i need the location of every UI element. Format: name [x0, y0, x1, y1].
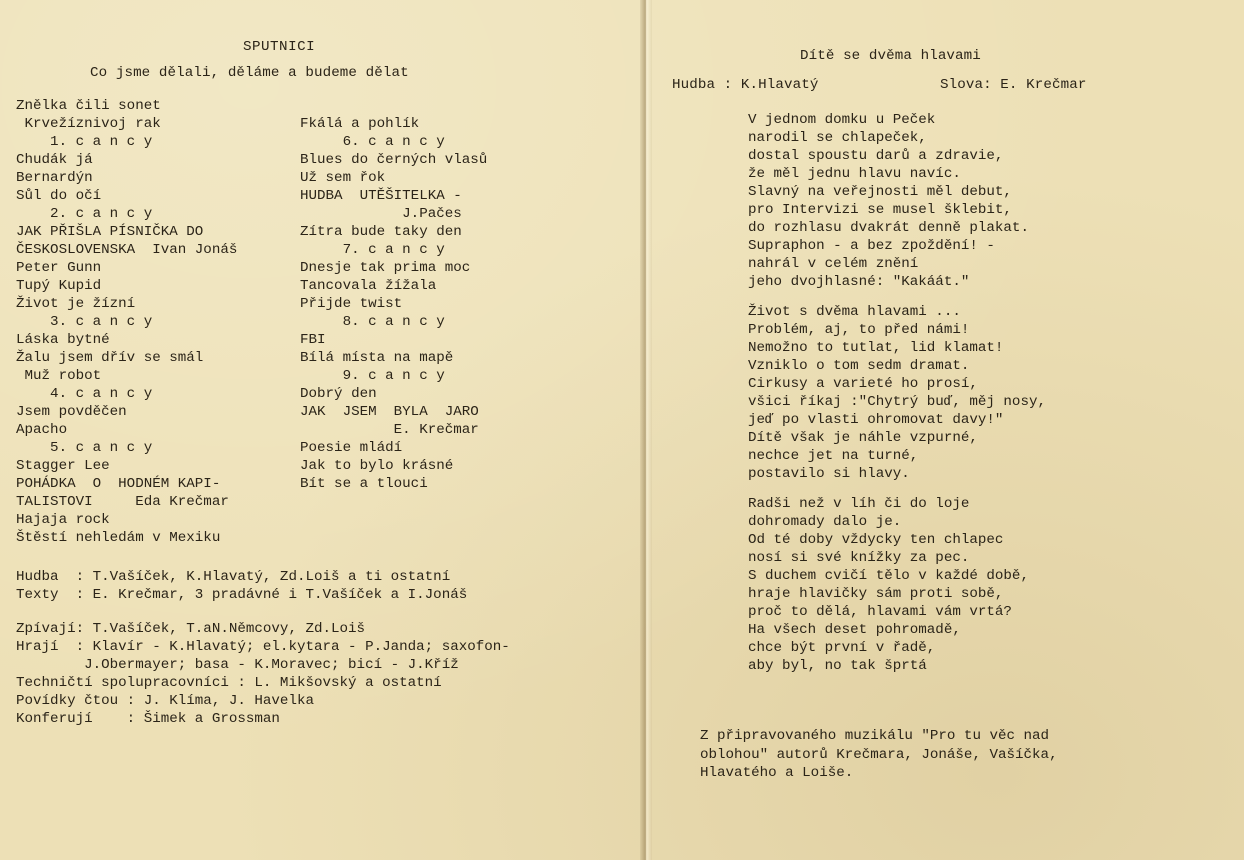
list-item: Poesie mládí [300, 440, 403, 456]
footnote-line: oblohou" autorů Krečmara, Jonáše, Vašíčka, [700, 746, 1058, 763]
lyric-line: hraje hlavičky sám proti sobě, [748, 586, 1004, 602]
credit-line: Povídky čtou : J. Klíma, J. Havelka [16, 693, 314, 709]
lyric-line: aby byl, no tak šprtá [748, 658, 927, 674]
credits-block [16, 568, 616, 728]
lyric-line: postavilo si hlavy. [748, 466, 910, 482]
list-item: 5. c a n c y [16, 440, 153, 456]
credit-line: Zpívají: T.Vašíček, T.aN.Němcovy, Zd.Loiš [16, 621, 366, 637]
list-item: Už sem řok [300, 170, 386, 186]
credit-line: Hrají : Klavír - K.Hlavatý; el.kytara - P.Janda; saxofon- [16, 639, 510, 655]
list-item: Bít se a tlouci [300, 476, 428, 492]
program-subtitle: Co jsme dělali, děláme a budeme dělat [90, 65, 409, 81]
list-item: Život je žízní [16, 296, 136, 312]
list-item: Láska bytné [16, 332, 110, 348]
list-item: Bílá místa na mapě [300, 350, 454, 366]
lyric-line: narodil se chlapeček, [748, 130, 927, 146]
list-item: Znělka čili sonet [16, 98, 161, 114]
page-fold [640, 0, 652, 860]
list-item: Jak to bylo krásné [300, 458, 454, 474]
credit-line: Texty : E. Krečmar, 3 pradávné i T.Vašíček a I.Jonáš [16, 587, 468, 603]
list-item: Krvežíznivoj rak [16, 116, 161, 132]
list-item: 7. c a n c y [300, 242, 445, 258]
lyric-line: jeď po vlasti ohromovat davy!" [748, 412, 1004, 428]
credit-line: J.Obermayer; basa - K.Moravec; bicí - J.Kříž [16, 657, 459, 673]
list-item: J.Pačes [300, 206, 462, 222]
lyric-line: nahrál v celém znění [748, 256, 919, 272]
list-item: 2. c a n c y [16, 206, 153, 222]
lyric-line: všici říkaj :"Chytrý buď, měj nosy, [748, 394, 1046, 410]
footnote-line: Hlavatého a Loiše. [700, 765, 854, 781]
lyric-line: Nemožno to tutlat, lid klamat! [748, 340, 1004, 356]
list-item: POHÁDKA O HODNÉM KAPI- [16, 476, 221, 492]
lyric-line: Vzniklo o tom sedm dramat. [748, 358, 970, 374]
lyric-line: jeho dvojhlasné: "Kakáát." [748, 274, 970, 290]
song-lyrics [748, 111, 1078, 675]
list-item: Dnesje tak prima moc [300, 260, 471, 276]
list-item: Hajaja rock [16, 512, 110, 528]
lyric-line: Od té doby vždycky ten chlapec [748, 532, 1004, 548]
list-item: HUDBA UTĚŠITELKA - [300, 188, 462, 204]
list-item: Chudák já [16, 152, 93, 168]
song-list-column-a [16, 97, 306, 547]
list-item: Zítra bude taky den [300, 224, 462, 240]
lyric-line: pro Intervizi se musel šklebit, [748, 202, 1012, 218]
list-item: Sůl do očí [16, 188, 102, 204]
list-item: JAK PŘIŠLA PÍSNIČKA DO [16, 224, 204, 240]
lyric-line: že měl jednu hlavu navíc. [748, 166, 961, 182]
lyric-line: proč to dělá, hlavami vám vrtá? [748, 604, 1012, 620]
list-item: 1. c a n c y [16, 134, 153, 150]
lyrics-credit: Slova: E. Krečmar [940, 77, 1087, 93]
lyric-line: Problém, aj, to před námi! [748, 322, 970, 338]
lyric-line: Supraphon - a bez zpoždění! - [748, 238, 995, 254]
lyric-line: dohromady dalo je. [748, 514, 902, 530]
song-list-column-b [300, 115, 540, 493]
list-item: 8. c a n c y [300, 314, 445, 330]
lyric-line: Dítě však je náhle vzpurné, [748, 430, 978, 446]
list-item: ČESKOSLOVENSKA Ivan Jonáš [16, 242, 238, 258]
program-title: SPUTNICI [243, 39, 316, 55]
lyric-line: dostal spoustu darů a zdravie, [748, 148, 1004, 164]
lyric-line: S duchem cvičí tělo v každé době, [748, 568, 1029, 584]
list-item: Bernardýn [16, 170, 93, 186]
credit-line: Hudba : T.Vašíček, K.Hlavatý, Zd.Loiš a ti ostatní [16, 569, 451, 585]
list-item: TALISTOVI Eda Krečmar [16, 494, 229, 510]
list-item: 4. c a n c y [16, 386, 153, 402]
list-item: Muž robot [16, 368, 102, 384]
music-credit: Hudba : K.Hlavatý [672, 77, 819, 93]
list-item: Tupý Kupid [16, 278, 102, 294]
list-item: Apacho [16, 422, 68, 438]
list-item: Stagger Lee [16, 458, 110, 474]
list-item: Fkálá a pohlík [300, 116, 420, 132]
list-item: E. Krečmar [300, 422, 479, 438]
list-item: 6. c a n c y [300, 134, 445, 150]
list-item: FBI [300, 332, 326, 348]
lyric-line: Život s dvěma hlavami ... [748, 304, 961, 320]
list-item: Přijde twist [300, 296, 403, 312]
credit-line: Techničtí spolupracovníci : L. Mikšovský a ostatní [16, 675, 442, 691]
lyric-line: chce být první v řadě, [748, 640, 936, 656]
footnote-line: Z připravovaného muzikálu "Pro tu věc nad [700, 728, 1050, 744]
list-item: JAK JSEM BYLA JARO [300, 404, 479, 420]
list-item: 3. c a n c y [16, 314, 153, 330]
lyric-line: Cirkusy a varieté ho prosí, [748, 376, 978, 392]
lyric-line: Slavný na veřejnosti měl debut, [748, 184, 1012, 200]
lyric-line: nosí si své knížky za pec. [748, 550, 970, 566]
lyric-line: Radši než v líh či do loje [748, 496, 970, 512]
list-item: Žalu jsem dřív se smál [16, 350, 204, 366]
list-item: Tancovala žížala [300, 278, 437, 294]
footnote [700, 727, 1120, 783]
lyric-line: Ha všech deset pohromadě, [748, 622, 961, 638]
list-item: Jsem povděčen [16, 404, 127, 420]
list-item: Blues do černých vlasů [300, 152, 488, 168]
list-item: 9. c a n c y [300, 368, 445, 384]
list-item: Dobrý den [300, 386, 377, 402]
lyric-line: do rozhlasu dvakrát denně plakat. [748, 220, 1029, 236]
list-item: Peter Gunn [16, 260, 102, 276]
credit-line: Konferují : Šimek a Grossman [16, 711, 280, 727]
lyric-line: nechce jet na turné, [748, 448, 919, 464]
lyric-line: V jednom domku u Peček [748, 112, 936, 128]
song-title: Dítě se dvěma hlavami [800, 48, 981, 64]
list-item: Štěstí nehledám v Mexiku [16, 530, 221, 546]
